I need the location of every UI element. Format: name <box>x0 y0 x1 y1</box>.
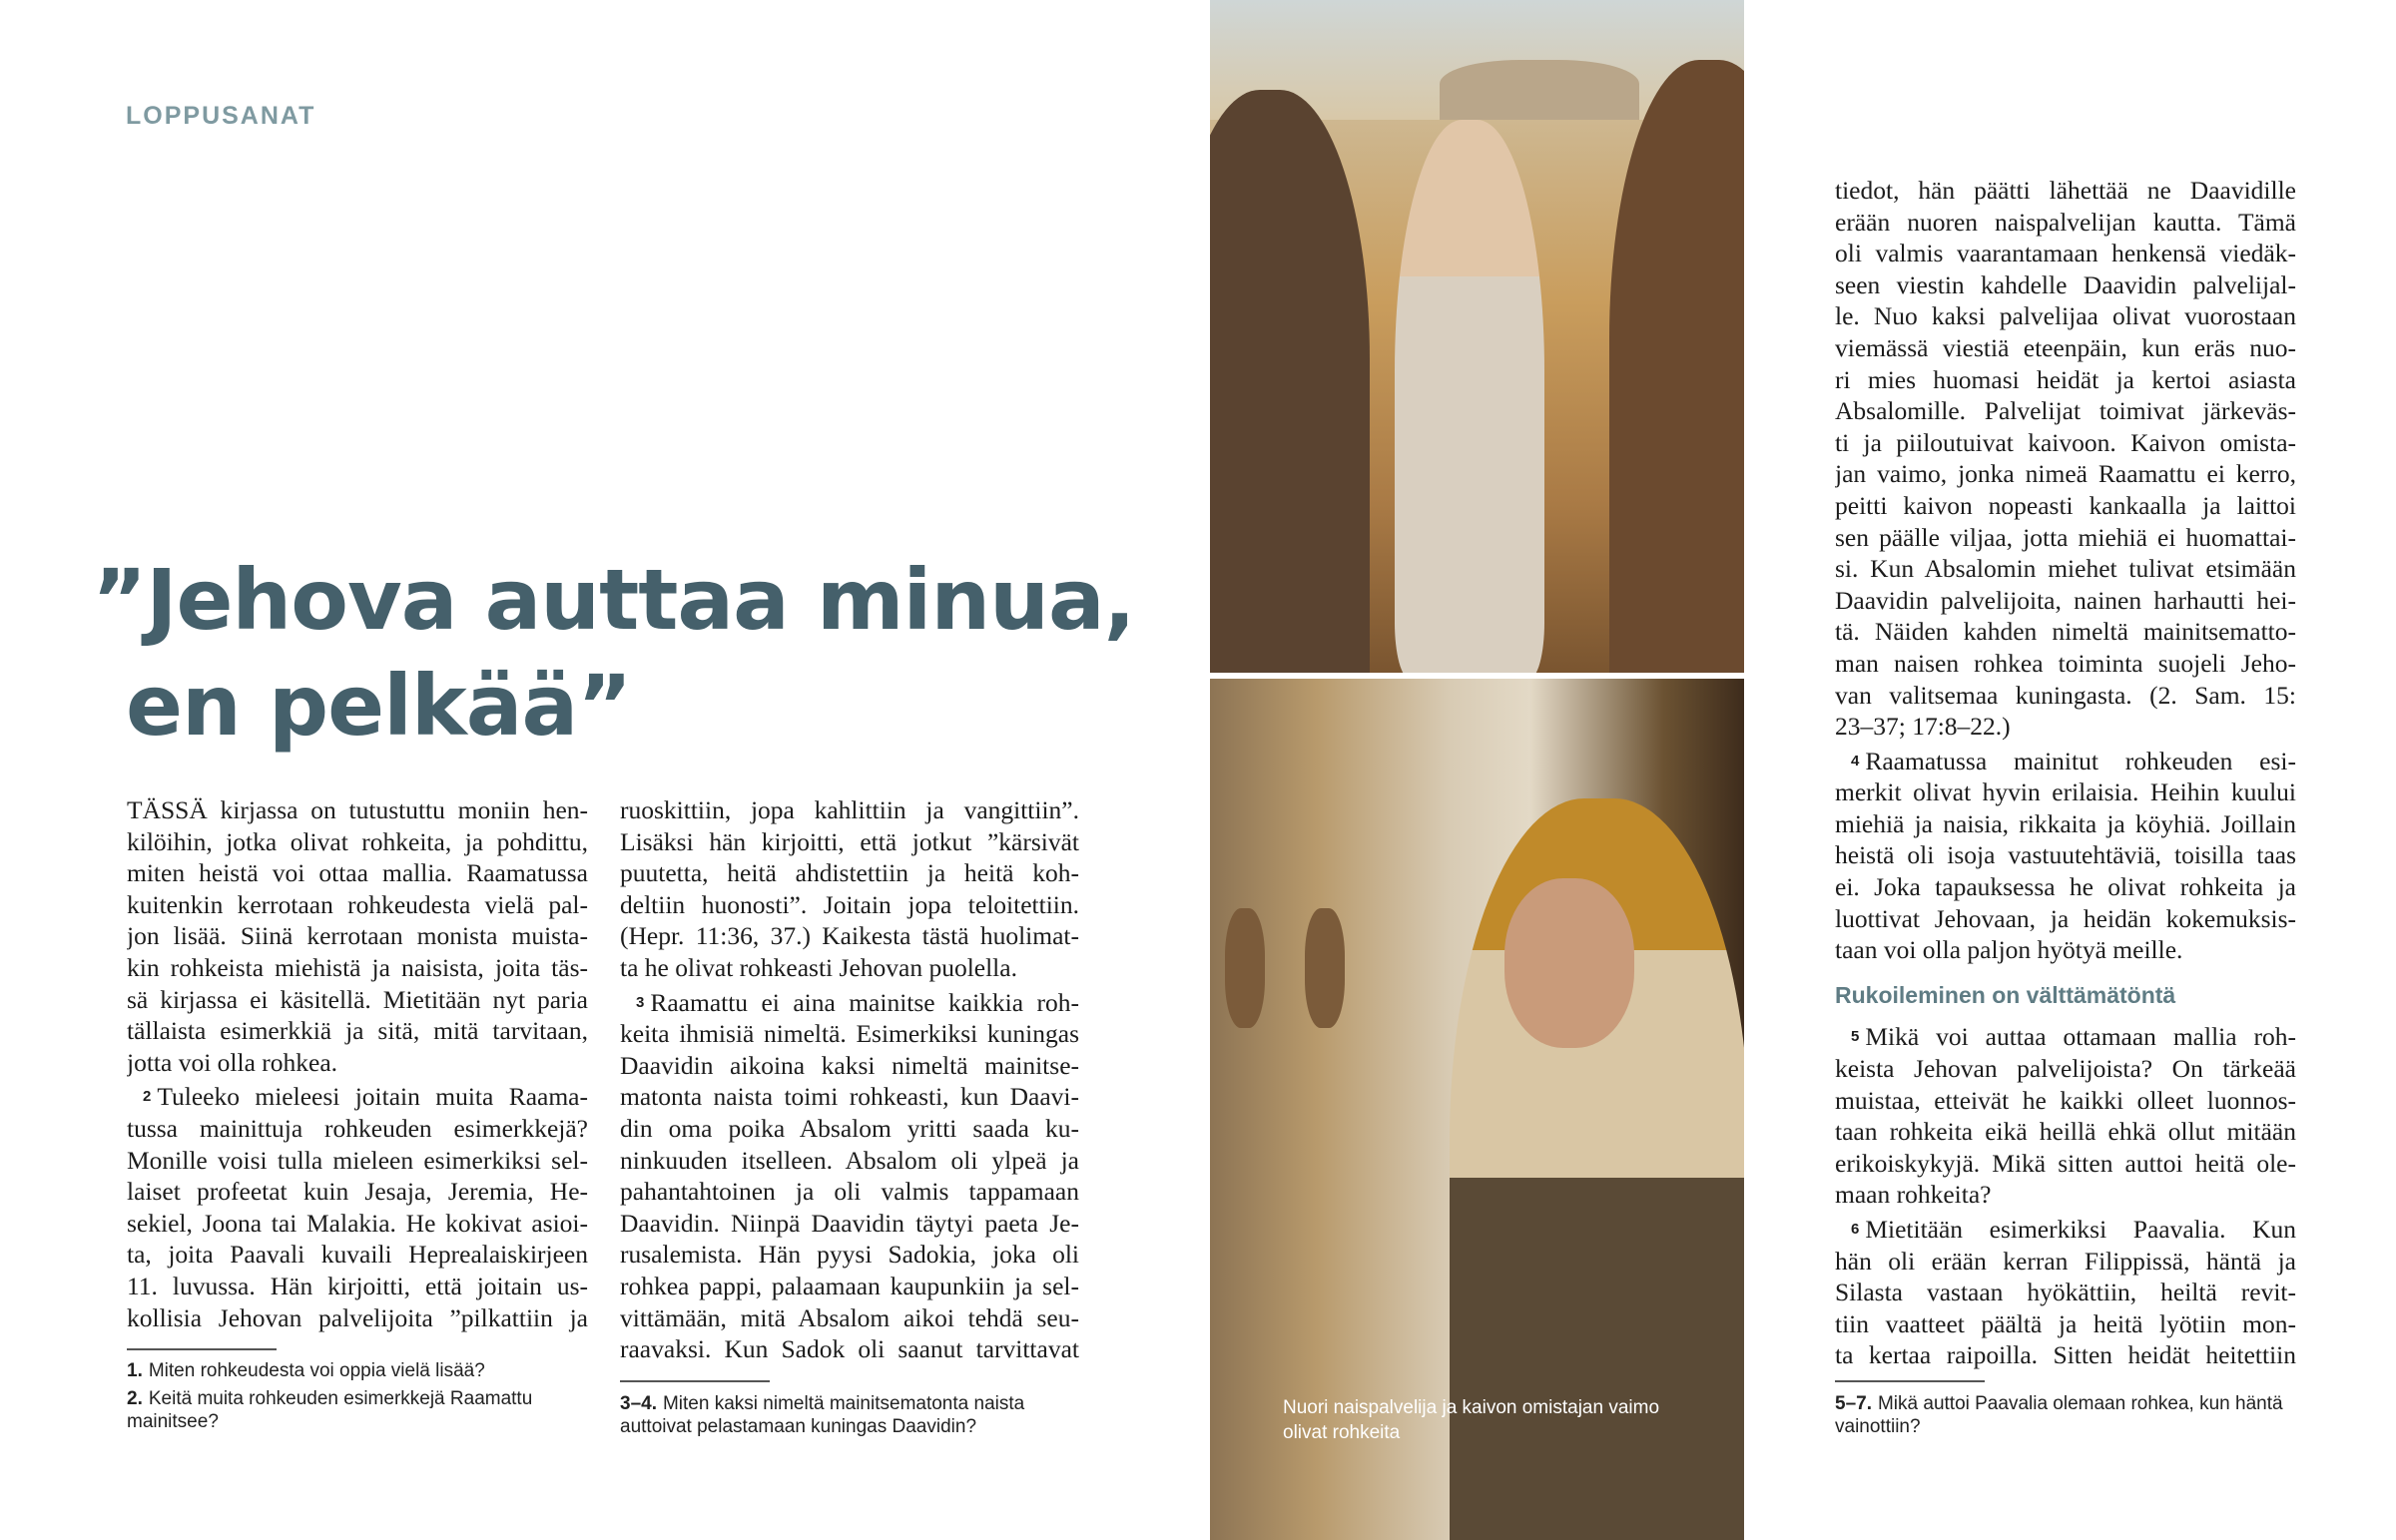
text-line <box>620 1145 1079 1177</box>
text-line <box>620 1208 1079 1240</box>
line-text: Silasta vastaan hyökättiin, heiltä revit- <box>1835 1278 2296 1307</box>
text-line <box>1835 711 2296 743</box>
text-line <box>127 1047 588 1079</box>
footnote-question <box>127 1387 588 1433</box>
footnote-text: Miten rohkeudesta voi oppia vielä lisää? <box>148 1360 485 1381</box>
footnote-divider <box>620 1380 770 1382</box>
text-line <box>1835 207 2296 239</box>
title-line: en pelkää” <box>126 657 632 755</box>
footnote-divider <box>1835 1380 1985 1382</box>
line-text: puutetta, heitä ahdistettiin ja heitä koh- <box>620 858 1079 888</box>
text-line <box>1835 522 2296 554</box>
footnote-text: Miten kaksi nimeltä mainitsematonta naista auttoivat pelastamaan kuningas Daavidin? <box>620 1393 1025 1437</box>
line-text: Daavidin palvelijoita, nainen harhautti hei- <box>1835 585 2296 615</box>
text-line <box>1835 1085 2296 1117</box>
text-line <box>1835 458 2296 490</box>
line-text: tiin vaatteet päältä ja heitä lyötiin mon- <box>1835 1308 2296 1338</box>
line-text: ei. Joka tapauksessa he olivat rohkeita ja <box>1835 872 2296 902</box>
text-line <box>127 984 588 1016</box>
text-line <box>620 1176 1079 1208</box>
image-caption: Nuori naispalvelija ja kaivon omistajan vaimo olivat rohkeita <box>1283 1397 1660 1443</box>
text-line <box>127 826 588 858</box>
line-text: pahantahtoinen ja oli valmis tappamaan <box>620 1177 1079 1207</box>
line-text: vittämään, mitä Absalom aikoi tehdä seu- <box>620 1302 1079 1332</box>
line-text: ninkuuden itselleen. Absalom oli ylpeä ja <box>620 1145 1079 1175</box>
column-3-text-b <box>1835 1021 2296 1371</box>
line-text: laiset profeetat kuin Jesaja, Jeremia, He- <box>127 1177 588 1207</box>
line-text: ruoskittiin, jopa kahlittiin ja vangittiin”. <box>620 795 1079 824</box>
text-line <box>620 1239 1079 1271</box>
text-line <box>1835 616 2296 648</box>
text-line <box>127 1302 588 1334</box>
line-text: kilöihin, jotka olivat rohkeita, ja pohdittu, <box>127 826 588 856</box>
line-text: raavaksi. Kun Sadok oli saanut tarvittavat <box>620 1334 1079 1364</box>
body-column-2 <box>620 794 1079 1365</box>
line-text: jotta voi olla rohkea. <box>127 1047 338 1077</box>
line-text: muistaa, etteivät he kaikki olleet luonnos- <box>1835 1085 2296 1115</box>
text-line <box>1835 746 2296 777</box>
footnote-number: 1. <box>127 1360 143 1381</box>
line-text: din oma poika Absalom yritti saada ku- <box>620 1113 1079 1143</box>
text-line <box>1835 238 2296 269</box>
text-line <box>1835 490 2296 522</box>
text-line <box>1835 1053 2296 1085</box>
text-line <box>1835 1308 2296 1340</box>
footnote-question <box>620 1392 1079 1438</box>
paragraph-number: 2 <box>143 1088 152 1106</box>
paragraph-number: 5 <box>1851 1028 1860 1046</box>
text-line <box>620 1113 1079 1145</box>
text-line <box>1835 1021 2296 1053</box>
line-text: tä. Näiden kahden nimeltä mainitsematto- <box>1835 617 2296 647</box>
text-line <box>620 1271 1079 1302</box>
text-line <box>127 857 588 889</box>
text-line <box>620 920 1079 952</box>
text-line <box>620 826 1079 858</box>
line-text: taan voi olla paljon hyötyä meille. <box>1835 935 2183 965</box>
line-text: sä kirjassa ei käsitellä. Mietitään nyt paria <box>127 984 588 1014</box>
text-line <box>127 1239 588 1271</box>
line-text: Mietitään esimerkiksi Paavalia. Kun <box>1865 1215 2296 1244</box>
text-line <box>127 794 588 826</box>
line-text: Raamatussa mainitut rohkeuden esi- <box>1865 746 2296 775</box>
text-line <box>1835 934 2296 966</box>
line-text: ta kertaa raipoilla. Sitten heidät heitettiin <box>1835 1340 2296 1370</box>
footnote-question <box>1835 1392 2296 1438</box>
text-line <box>127 889 588 921</box>
text-line <box>620 1018 1079 1050</box>
line-text: jan vaimo, jonka nimeä Raamattu ei kerro, <box>1835 459 2296 489</box>
line-text: oli valmis vaarantamaan henkensä viedäk- <box>1835 239 2296 268</box>
section-kicker: LOPPUSANAT <box>126 102 316 130</box>
text-line <box>1835 648 2296 680</box>
footnote-text: Mikä auttoi Paavalia olemaan rohkea, kun häntä vainottiin? <box>1835 1393 2283 1437</box>
line-text: si. Kun Absalomin miehet tulivat etsimään <box>1835 554 2296 584</box>
paragraph-number: 4 <box>1851 752 1860 770</box>
text-line <box>620 1081 1079 1113</box>
text-line <box>1835 680 2296 712</box>
footnote-text: Keitä muita rohkeuden esimerkkejä Raamattu mainitsee? <box>127 1388 533 1432</box>
text-line <box>127 1208 588 1240</box>
text-line <box>1835 1214 2296 1246</box>
line-text: man naisen rohkea toiminta suojeli Jeho- <box>1835 648 2296 678</box>
illustration-servant-girl <box>1210 0 1744 673</box>
text-line <box>620 1050 1079 1082</box>
line-text: Daavidin aikoina kaksi nimeltä mainitse- <box>620 1050 1079 1080</box>
text-line <box>1835 332 2296 364</box>
column-3-text-a <box>1835 175 2296 966</box>
paragraph-number: 3 <box>636 993 645 1011</box>
line-text: erään nuoren naispalvelijan kautta. Tämä <box>1835 207 2296 237</box>
text-line <box>127 952 588 984</box>
line-text: Daavidin. Niinpä Daavidin täytyi paeta Je- <box>620 1208 1079 1238</box>
line-text: Tuleeko mieleesi joitain muita Raama- <box>157 1082 588 1112</box>
footnotes-3 <box>1835 1392 2296 1443</box>
footnote-number: 3–4. <box>620 1393 657 1414</box>
line-text: tussa mainittuja rohkeuden esimerkkejä? <box>127 1113 588 1143</box>
text-line <box>620 1302 1079 1334</box>
text-line <box>127 920 588 952</box>
line-text: TÄSSÄ kirjassa on tutustuttu moniin hen- <box>127 795 588 824</box>
subheading: Rukoileminen on välttämätöntä <box>1835 981 2176 1008</box>
line-text: viemässä viestiä eteenpäin, kun eräs nuo- <box>1835 332 2296 362</box>
text-line <box>1835 395 2296 427</box>
line-text: tiedot, hän päätti lähettää ne Daavidille <box>1835 176 2296 205</box>
text-line <box>620 794 1079 826</box>
text-line <box>1835 776 2296 808</box>
line-text: jon lisää. Siinä kerrotaan monista muista- <box>127 921 588 951</box>
text-line <box>620 889 1079 921</box>
text-line <box>1835 839 2296 871</box>
line-text: le. Nuo kaksi palvelijaa olivat vuorostaan <box>1835 301 2296 331</box>
line-text: ta, joita Paavali kuvaili Heprealaiskirjeen <box>127 1240 588 1270</box>
line-text: tällaista esimerkkiä ja sitä, mitä tarvitaan, <box>127 1016 588 1046</box>
line-text: maan rohkeita? <box>1835 1180 1992 1210</box>
line-text: Raamattu ei aina mainitse kaikkia roh- <box>650 987 1079 1017</box>
text-line <box>1835 1246 2296 1278</box>
line-text: luottivat Jehovaan, ja heidän kokemuksis- <box>1835 903 2296 933</box>
line-text: rusalemista. Hän pyysi Sadokia, joka oli <box>620 1240 1079 1270</box>
text-line <box>1835 1179 2296 1211</box>
line-text: Mikä voi auttaa ottamaan mallia roh- <box>1865 1022 2296 1052</box>
text-line <box>1835 871 2296 903</box>
footnote-number: 5–7. <box>1835 1393 1872 1414</box>
text-line <box>1835 585 2296 617</box>
line-text: merkit olivat hyvin erilaisia. Heihin kuului <box>1835 777 2296 807</box>
text-line <box>620 952 1079 984</box>
line-text: (Hepr. 11:36, 37.) Kaikesta tästä huolimat- <box>620 921 1079 951</box>
text-line <box>620 1333 1079 1365</box>
line-text: ri mies huomasi heidät ja kertoi asiasta <box>1835 364 2296 394</box>
line-text: heistä oli isoja vastuutehtäviä, toisilla taas <box>1835 840 2296 870</box>
line-text: kuitenkin kerrotaan rohkeudesta vielä pal- <box>127 889 588 919</box>
line-text: deltiin huonosti”. Joitain jopa teloitettiin. <box>620 889 1079 919</box>
footnote-question <box>127 1359 588 1382</box>
text-line <box>1835 1277 2296 1308</box>
body-column-3 <box>1835 175 2296 1371</box>
line-text: sekiel, Joona tai Malakia. He kokivat asioi- <box>127 1208 588 1238</box>
text-line <box>1835 300 2296 332</box>
text-line <box>620 857 1079 889</box>
text-line <box>1835 1148 2296 1180</box>
text-line <box>127 1176 588 1208</box>
text-line <box>1835 175 2296 207</box>
text-line <box>1835 427 2296 459</box>
line-text: ti ja piiloutuivat kaivoon. Kaivon omista- <box>1835 427 2296 457</box>
line-text: 11. luvussa. Hän kirjoitti, että joitain us- <box>127 1271 588 1300</box>
text-line <box>1835 364 2296 396</box>
text-line <box>1835 553 2296 585</box>
text-line <box>1835 1339 2296 1371</box>
footnote-number: 2. <box>127 1388 143 1409</box>
line-text: rohkea pappi, palaamaan kaupunkiin ja sel- <box>620 1271 1079 1300</box>
line-text: keita ihmisiä nimeltä. Esimerkiksi kuningas <box>620 1019 1079 1049</box>
text-line <box>1835 269 2296 301</box>
line-text: kin rohkeista miehistä ja naisista, joita täs- <box>127 952 588 982</box>
title-line: ”Jehova auttaa minua, <box>92 551 1135 649</box>
line-text: Lisäksi hän kirjoitti, että jotkut ”kärsivät <box>620 826 1079 856</box>
line-text: van valitsemaa kuningasta. (2. Sam. 15: <box>1835 680 2296 710</box>
body-column-1 <box>127 794 588 1333</box>
line-text: 23–37; 17:8–22.) <box>1835 712 2011 742</box>
text-line <box>127 1015 588 1047</box>
line-text: erikoiskykyjä. Mikä sitten auttoi heitä ole- <box>1835 1148 2296 1178</box>
line-text: miten heistä voi ottaa mallia. Raamatussa <box>127 858 588 888</box>
line-text: matonta naista toimi rohkeasti, kun Daavi- <box>620 1082 1079 1112</box>
line-text: miehiä ja naisia, rikkaita ja köyhiä. Joillain <box>1835 808 2296 838</box>
line-text: sen päälle viljaa, jotta miehiä ei huomattai- <box>1835 522 2296 552</box>
footnotes-1 <box>127 1359 588 1438</box>
line-text: Absalomille. Palvelijat toimivat järkeväs- <box>1835 396 2296 426</box>
line-text: ta he olivat rohkeasti Jehovan puolella. <box>620 952 1017 982</box>
page-title <box>92 547 1135 759</box>
text-line <box>127 1271 588 1302</box>
text-line <box>1835 903 2296 935</box>
line-text: kollisia Jehovan palvelijoita ”pilkattiin ja <box>127 1302 588 1332</box>
footnote-divider <box>127 1348 277 1350</box>
text-line <box>620 987 1079 1019</box>
line-text: keista Jehovan palvelijoista? On tärkeää <box>1835 1054 2296 1084</box>
text-line <box>127 1113 588 1145</box>
line-text: peitti kaivon nopeasti kankaalla ja laittoi <box>1835 490 2296 520</box>
text-line <box>1835 808 2296 840</box>
line-text: hän oli erään kerran Filippissä, häntä ja <box>1835 1246 2296 1276</box>
footnotes-2 <box>620 1392 1079 1443</box>
line-text: seen viestin kahdelle Daavidin palvelijal- <box>1835 269 2296 299</box>
text-line <box>127 1145 588 1177</box>
line-text: Monille voisi tulla mieleen esimerkiksi sel- <box>127 1145 588 1175</box>
paragraph-number: 6 <box>1851 1221 1860 1238</box>
text-line <box>1835 1116 2296 1148</box>
text-line <box>127 1081 588 1113</box>
line-text: taan rohkeita eikä heillä ehkä ollut mitään <box>1835 1117 2296 1147</box>
